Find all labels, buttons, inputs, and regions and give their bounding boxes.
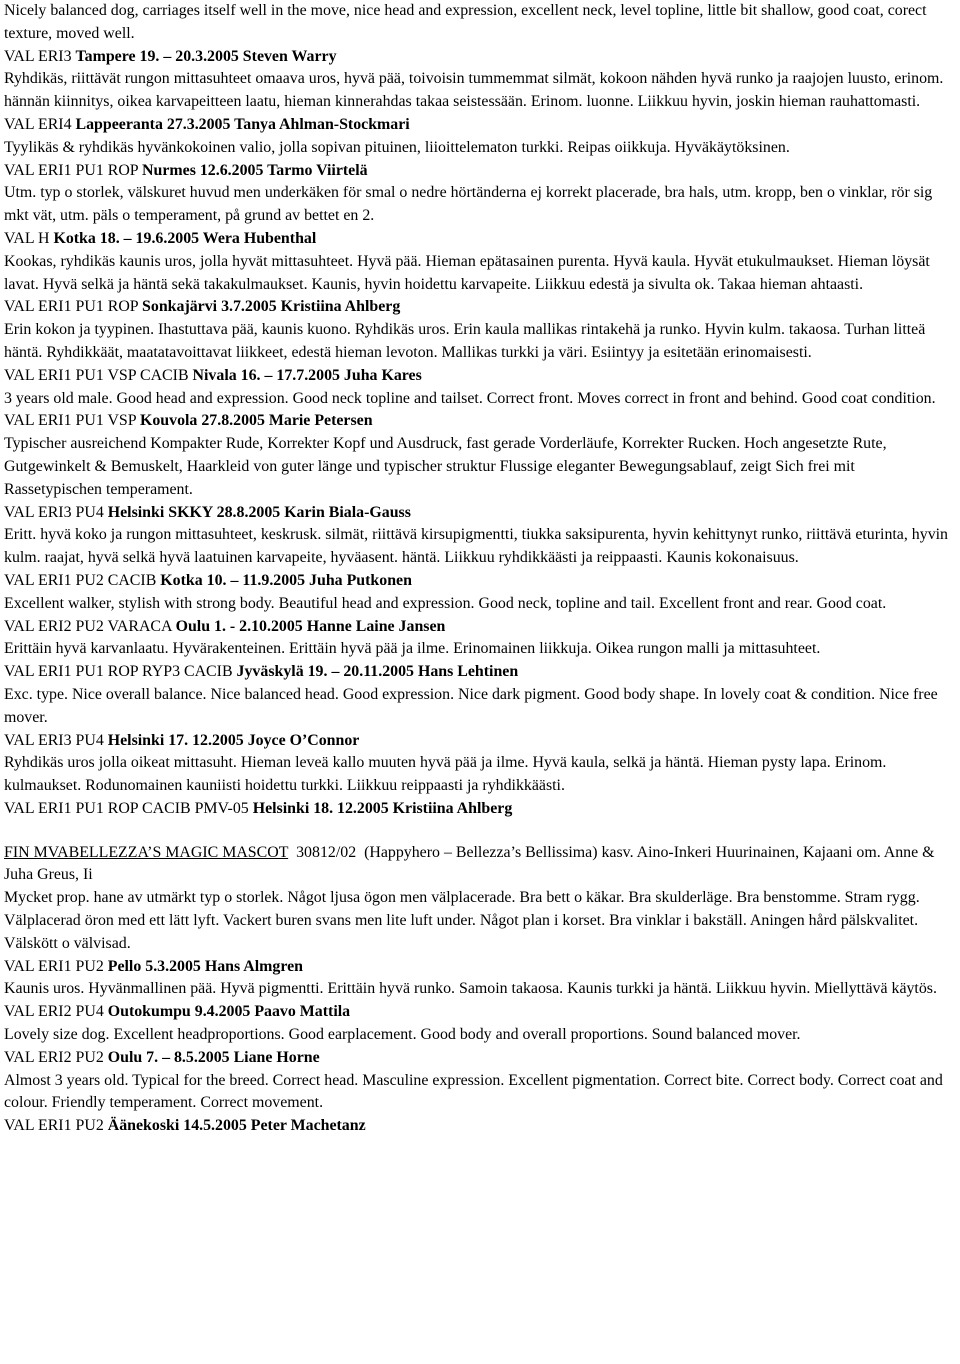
show-result-line [4,661,954,684]
result-awards: VAL ERI1 PU1 VSP CACIB [4,366,193,384]
critique-paragraph: Kaunis uros. Hyvänmallinen pää. Hyvä pigmentti. Erittäin hyvä runko. Samoin takaosa. Kaunis turkki ja häntä. Liikkuu hyvin. Miellyttävä käytös. [4,980,937,998]
show-result-line [4,570,954,593]
result-show-judge: Sonkajärvi 3.7.2005 Kristiina Ahlberg [142,298,401,316]
dog-details: 30812/02 (Happyhero – Bellezza’s Bellissima) kasv. Aino-Inkeri Huurinainen, Kajaani om. Anne & Juha Greus, Ii [4,843,939,884]
result-show-judge: Helsinki SKKY 28.8.2005 Karin Biala-Gauss [107,503,411,521]
result-show-judge: Kotka 10. – 11.9.2005 Juha Putkonen [160,571,412,589]
show-result-line [4,114,954,137]
critique-paragraph: Kookas, ryhdikäs kaunis uros, jolla hyvät mittasuhteet. Hyvä pää. Hieman epätasainen purenta. Hyvä kaula. Hyvät etukulmaukset. Hieman löysät lavat. Hyvä selkä ja häntä sekä takakulmaukset. Kaunis, hyvin hoidettu karvapeite. Liikkuu edestä ja sivulta ok. Takaa hieman ahtaasti. [4,252,930,293]
result-awards: VAL ERI1 PU1 ROP [4,161,143,179]
result-show-judge: Oulu 1. - 2.10.2005 Hanne Laine Jansen [175,617,446,635]
result-awards: VAL ERI1 PU1 ROP [4,298,143,316]
show-result-line [4,798,954,821]
result-show-judge: Nurmes 12.6.2005 Tarmo Viirtelä [142,161,368,179]
critique-paragraph: Nicely balanced dog, carriages itself well in the move, nice head and expression, excellent neck, level topline, little bit shallow, good coat, corect texture, moved well. [4,2,927,42]
result-show-judge: Lappeeranta 27.3.2005 Tanya Ahlman-Stockmari [75,115,410,133]
critique-paragraph: 3 years old male. Good head and expression. Good neck topline and tailset. Correct front. Moves correct in front and behind. Good coat condition. [4,389,936,407]
critique-paragraph: Typischer ausreichend Kompakter Rude, Korrekter Kopf und Ausdruck, fast gerade Vorderläufe, Korrekter Rucken. Hoch angesetzte Rute, Gutgewinkelt & Bemuskelt, Haarkleid von guter länge und typischer struktur Flussige eleganter Bewegungsablauf, zeigt Sich frei mit Rassetypischen temperament. [4,435,887,498]
result-show-judge: Nivala 16. – 17.7.2005 Juha Kares [192,366,422,384]
critique-paragraph: Almost 3 years old. Typical for the breed. Correct head. Masculine expression. Excellent pigmentation. Correct bite. Correct body. Correct coat and colour. Friendly temperament. Correct movement. [4,1071,943,1112]
result-awards: VAL ERI3 [4,47,76,65]
result-awards: VAL ERI2 PU4 [4,1003,108,1021]
result-awards: VAL ERI1 PU1 ROP RYP3 CACIB [4,663,237,681]
show-result-line [4,410,954,433]
result-show-judge: Jyväskylä 19. – 20.11.2005 Hans Lehtinen [236,663,519,681]
result-awards: VAL ERI1 PU2 [4,957,108,975]
result-show-judge: Outokumpu 9.4.2005 Paavo Mattila [107,1003,351,1021]
result-show-judge: Oulu 7. – 8.5.2005 Liane Horne [107,1048,320,1066]
result-awards: VAL H [4,229,54,247]
show-result-line [4,616,954,639]
result-show-judge: Pello 5.3.2005 Hans Almgren [107,957,303,975]
show-result-line [4,956,954,979]
dog-name: FIN MVABELLEZZA’S MAGIC MASCOT [4,843,289,861]
critique-paragraph: Tyylikäs & ryhdikäs hyvänkokoinen valio, jolla sopivan pituinen, liioittelematon turkki. Reipas oiikkuja. Hyväkäytöksinen. [4,138,790,156]
show-result-line [4,46,954,69]
result-awards: VAL ERI4 [4,115,76,133]
show-result-line [4,730,954,753]
result-show-judge: Kotka 18. – 19.6.2005 Wera Hubenthal [53,229,317,247]
show-result-line [4,365,954,388]
show-result-line [4,228,954,251]
critique-paragraph: Erin kokon ja tyypinen. Ihastuttava pää, kaunis kuono. Ryhdikäs uros. Erin kaula mallikas rintakehä ja runko. Hyvin kulm. takaosa. Turhan litteä häntä. Ryhdikkäät, maatatavoittavat liikkeet, edestä hieman levoton. Mallikas turkki ja väri. Esiintyy ja esitetään erinomaisesti. [4,321,926,361]
result-awards: VAL ERI2 PU2 VARACA [4,617,176,635]
show-result-line [4,296,954,319]
dog-heading [4,842,954,888]
show-result-line [4,1115,954,1138]
critique-paragraph: Ryhdikäs, riittävät rungon mittasuhteet omaava uros, hyvä pää, toivoisin tummemmat silmät, kokoon nähden hyvä runko ja raajojen luusto, erinom. hännän kiinnitys, oikea karvapeitteen laatu, hieman kinnerahdas takaa seistessään. Erinom. luonne. Liikkuu hyvin, joskin hieman rauhattomasti. [4,70,944,111]
result-awards: VAL ERI2 PU2 [4,1048,108,1066]
show-result-line [4,1047,954,1070]
result-show-judge: Helsinki 17. 12.2005 Joyce O’Connor [107,731,360,749]
critique-paragraph: Ryhdikäs uros jolla oikeat mittasuht. Hieman leveä kallo muuten hyvä pää ja ilme. Hyvä kaula, selkä ja häntä. Hieman pysty lapa. Erinom. kulmaukset. Rodunomainen kauniisti hoidettu turkki. Liikkuu reippaasti ja ryhdikkäästi. [4,754,887,795]
critique-paragraph: Erittäin hyvä karvanlaatu. Hyvärakenteinen. Erittäin hyvä pää ja ilme. Erinomainen liikkuja. Oikea rungon malli ja mittasuhteet. [4,640,821,658]
result-show-judge: Helsinki 18. 12.2005 Kristiina Ahlberg [252,799,513,817]
critique-paragraph: Excellent walker, stylish with strong body. Beautiful head and expression. Good neck, topline and tail. Excellent front and rear. Good coat. [4,594,887,612]
critique-paragraph: Lovely size dog. Excellent headproportions. Good earplacement. Good body and overall proportions. Sound balanced mover. [4,1026,801,1044]
section-spacer [4,821,954,842]
critique-paragraph: Utm. typ o storlek, välskuret huvud men underkäken för smal o nedre hörtänderna ej korrekt placerade, bra hals, utm. kropp, ben o vinklar, rör sig mkt vät, utm. päls o temperament, på grund av bettet en 2. [4,184,933,225]
result-awards: VAL ERI3 PU4 [4,731,108,749]
result-awards: VAL ERI3 PU4 [4,503,108,521]
result-awards: VAL ERI1 PU2 CACIB [4,571,161,589]
result-awards: VAL ERI1 PU1 VSP [4,412,140,430]
critique-paragraph: Mycket prop. hane av utmärkt typ o storlek. Något ljusa ögon men välplacerade. Bra bett o käkar. Bra skulderläge. Bra benstomme. Stram rygg. Välplacerad öron med ett lätt lyft. Vackert buren svans men lite luft under. Något plan i korset. Bra vinklar i bakställ. Aningen hård pälskvalitet. Välskött o välvisad. [4,889,920,952]
show-result-line [4,1001,954,1024]
critique-paragraph: Eritt. hyvä koko ja rungon mittasuhteet, keskrusk. silmät, riittävä kirsupigmentti, tiukka saksipurenta, hyvin kehittynyt runko, riittävä eturinta, hyvin kulm. raajat, hyvä selkä hyvä laatuinen karvapeite, hyväasent. häntä. Liikkuu ryhdikkäästi ja reippaasti. Kaunis kokonaisuus. [4,526,949,567]
result-awards: VAL ERI1 PU1 ROP CACIB PMV-05 [4,799,253,817]
show-result-line [4,502,954,525]
result-show-judge: Äänekoski 14.5.2005 Peter Machetanz [107,1117,366,1135]
critique-paragraph: Exc. type. Nice overall balance. Nice balanced head. Good expression. Nice dark pigment. Good body shape. In lovely coat & condition. Nice free mover. [4,685,938,726]
result-show-judge: Kouvola 27.8.2005 Marie Petersen [139,412,373,430]
result-show-judge: Tampere 19. – 20.3.2005 Steven Warry [75,47,337,65]
show-result-line [4,160,954,183]
result-awards: VAL ERI1 PU2 [4,1117,108,1135]
